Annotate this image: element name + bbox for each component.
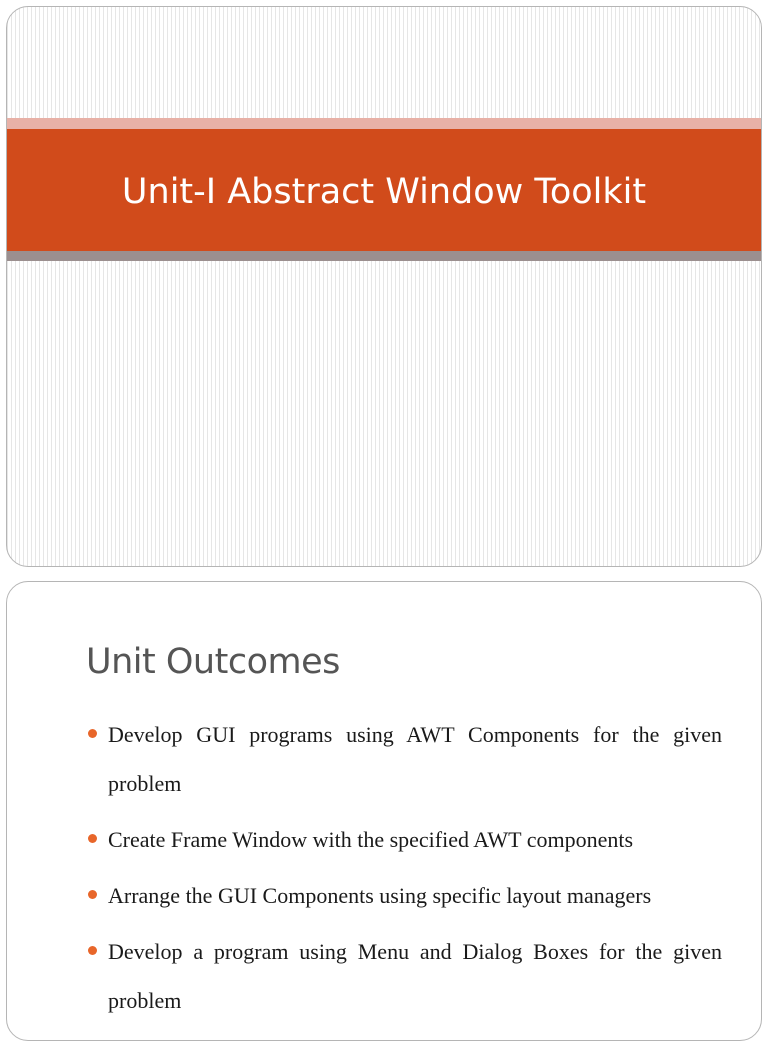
slide-title: Unit-I Abstract Window Toolkit [121,172,647,212]
list-item [86,710,722,808]
bullet-text: Create Frame Window with the specified AWT components [108,827,634,852]
bullet-dot-icon [88,946,97,955]
bullet-dot-icon [88,890,97,899]
slide-heading: Unit Outcomes [86,642,340,682]
title-slide [6,6,762,567]
bullet-text: Arrange the GUI Components using specific layout managers [108,883,652,908]
list-item [86,927,722,1025]
title-band-bottom-stripe [7,251,761,261]
bullet-dot-icon [88,834,97,843]
bullet-text: Develop GUI programs using AWT Components for the given problem [108,722,722,796]
bullet-text: Develop a program using Menu and Dialog Boxes for the given problem [108,939,722,1013]
content-slide [6,581,762,1041]
bullet-dot-icon [88,729,97,738]
bullet-list [86,710,722,1032]
list-item [86,871,722,920]
title-band-top-stripe [7,118,761,129]
title-band [7,129,761,251]
list-item [86,815,722,864]
